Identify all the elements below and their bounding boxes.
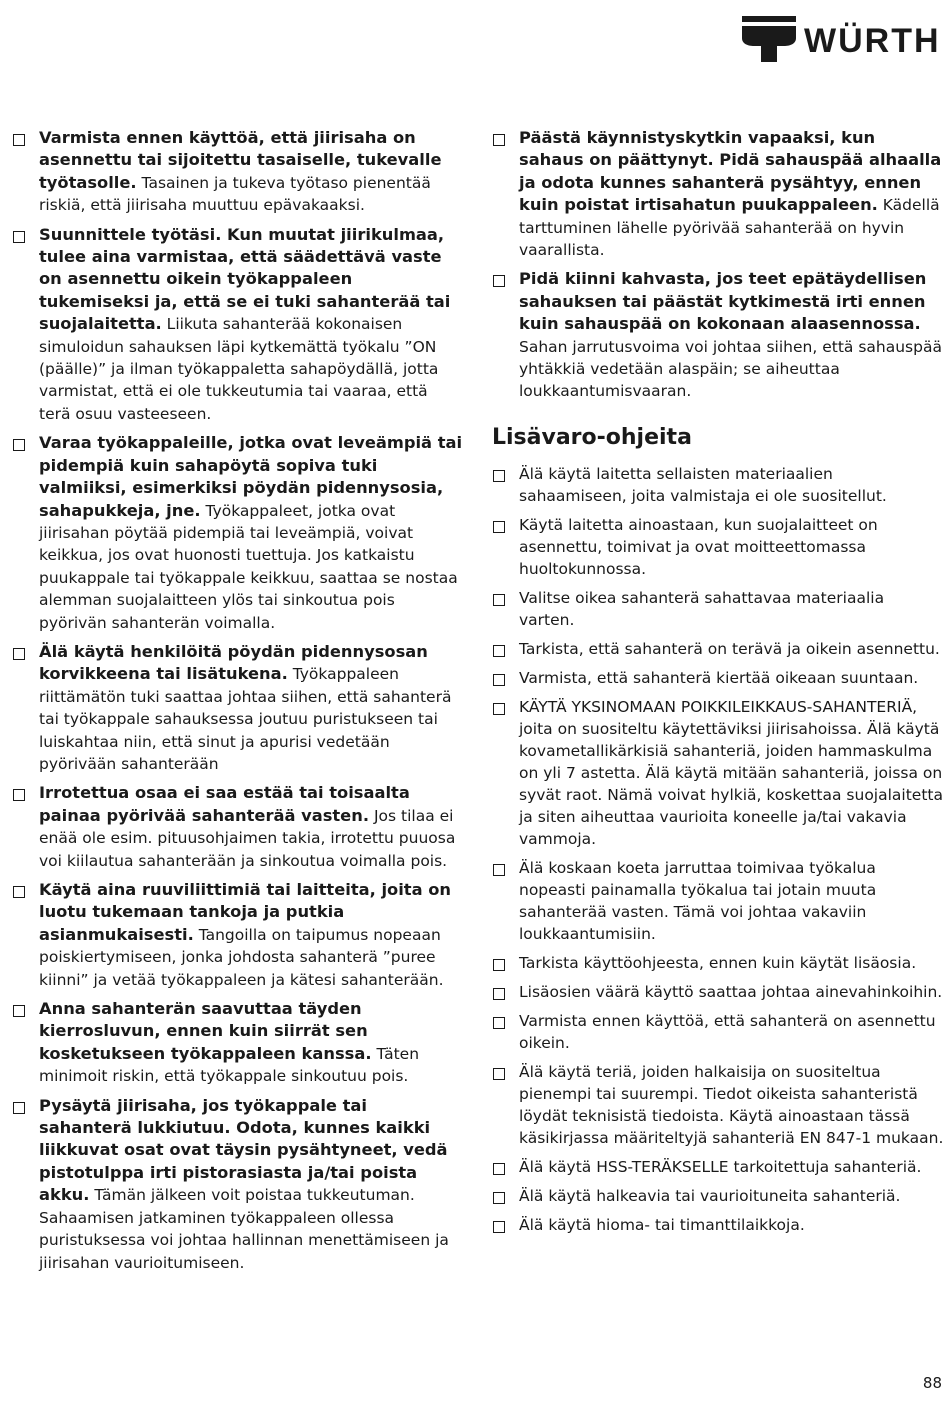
checkbox-icon: [13, 231, 25, 243]
list-item: Varmista, että sahanterä kiertää oikeaan suuntaan.: [492, 667, 944, 689]
wurth-logo-mark: [740, 14, 946, 64]
safety-item: Varmista ennen käyttöä, että jiirisaha on asennettu tai sijoitettu tasaiselle, tukevalle työtasolle. Tasainen ja tukeva työtaso pienentää riskiä, että jiirisaha muuttuu epävakaaksi.: [12, 127, 464, 217]
checkbox-icon: [493, 1192, 505, 1204]
safety-item: Irrotettua osaa ei saa estää tai toisaalta painaa pyörivää sahanterää vasten. Jos tilaa ei enää ole esim. pituusohjaimen takia, irrotettu puuosa voi kiilautua sahanterään ja sinkoutua voimalla pois.: [12, 782, 464, 872]
safety-item: Käytä aina ruuviliittimiä tai laitteita, joita on luotu tukemaan tankoja ja putkia asianmukaisesti. Tangoilla on taipumus nopeaan poiskiertymiseen, jonka johdosta sahanterä ”puree kiinni” ja vetää työkappaleen ja kätesi sahanterään.: [12, 879, 464, 991]
checkbox-icon: [493, 521, 505, 533]
accessory-list: [492, 463, 944, 1236]
safety-item: Suunnittele työtäsi. Kun muutat jiirikulmaa, tulee aina varmistaa, että säädettävä vaste on asennettu oikein työkappaleen tukemiseksi ja, että se ei tuki sahanterää tai suojalaitetta. Liikuta sahanterää kokonaisen simuloidun sahauksen läpi kytkemättä työkalu ”ON (päälle)” ja ilman työkappaletta sahapöydällä, jotta varmistat, että ei ole tukkeutumia tai vaaraa, että terä osuu vasteeseen.: [12, 224, 464, 426]
checkbox-icon: [493, 134, 505, 146]
list-item: Tarkista käyttöohjeesta, ennen kuin käytät lisäosia.: [492, 952, 944, 974]
left-column: [12, 127, 464, 1281]
list-item: Älä koskaan koeta jarruttaa toimivaa työkalua nopeasti painamalla työkalua tai jotain muuta sahanterää vasten. Tämä voi johtaa vakaviin loukkaantumisiin.: [492, 857, 944, 945]
section-heading: Lisävaro-ohjeita: [492, 424, 692, 450]
list-item: Älä käytä halkeavia tai vaurioituneita sahanteriä.: [492, 1185, 944, 1207]
checkbox-icon: [13, 1005, 25, 1017]
list-item: Varmista ennen käyttöä, että sahanterä on asennettu oikein.: [492, 1010, 944, 1054]
wurth-logo: [740, 14, 946, 64]
checkbox-icon: [493, 1221, 505, 1233]
checkbox-icon: [493, 959, 505, 971]
page-number: 88: [922, 1374, 942, 1392]
checkbox-icon: [13, 648, 25, 660]
checkbox-icon: [493, 470, 505, 482]
safety-item: Älä käytä henkilöitä pöydän pidennysosan korvikkeena tai lisätukena. Työkappaleen riittämätön tuki saattaa johtaa siihen, että sahanterä tai työkappale sahauksessa joutuu puristukseen tai luiskahtaa niin, että sinut ja apurisi vedetään pyörivään sahanterään: [12, 641, 464, 775]
checkbox-icon: [493, 1017, 505, 1029]
checkbox-icon: [13, 886, 25, 898]
safety-item: Päästä käynnistyskytkin vapaaksi, kun sahaus on päättynyt. Pidä sahauspää alhaalla ja odota kunnes sahanterä pysähtyy, ennen kuin poistat irtisahatun puukappaleen. Kädellä tarttuminen lähelle pyörivää sahanterää on hyvin vaarallista.: [492, 127, 944, 261]
list-item: Lisäosien väärä käyttö saattaa johtaa ainevahinkoihin.: [492, 981, 944, 1003]
list-item: Tarkista, että sahanterä on terävä ja oikein asennettu.: [492, 638, 944, 660]
list-item: Valitse oikea sahanterä sahattavaa materiaalia varten.: [492, 587, 944, 631]
checkbox-icon: [13, 439, 25, 451]
list-item: Älä käytä HSS-TERÄKSELLE tarkoitettuja sahanteriä.: [492, 1156, 944, 1178]
list-item: Älä käytä hioma- tai timanttilaikkoja.: [492, 1214, 944, 1236]
checkbox-icon: [493, 703, 505, 715]
list-item: Älä käytä laitetta sellaisten materiaalien sahaamiseen, joita valmistaja ei ole suositellut.: [492, 463, 944, 507]
checkbox-icon: [13, 1102, 25, 1114]
checkbox-icon: [493, 1163, 505, 1175]
checkbox-icon: [493, 594, 505, 606]
safety-item: Pidä kiinni kahvasta, jos teet epätäydellisen sahauksen tai päästät kytkimestä irti ennen kuin sahauspää on kokonaan alaasennossa. Sahan jarrutusvoima voi johtaa siihen, että sahauspää yhtäkkiä vedetään alaspäin; se aiheuttaa loukkaantumisvaaran.: [492, 268, 944, 402]
checkbox-icon: [493, 988, 505, 1000]
checkbox-icon: [493, 275, 505, 287]
safety-item: Pysäytä jiirisaha, jos työkappale tai sahanterä lukkiutuu. Odota, kunnes kaikki liikkuvat osat ovat täysin pysähtyneet, vedä pistotulppa irti pistorasiasta ja/tai poista akku. Tämän jälkeen voit poistaa tukkeutuman. Sahaamisen jatkaminen työkappaleen ollessa puristuksessa voi johtaa hallinnan menettämiseen ja jiirisahan vaurioitumiseen.: [12, 1095, 464, 1274]
checkbox-icon: [493, 645, 505, 657]
wurth-logo-text: WÜRTH: [804, 22, 941, 60]
safety-item: Anna sahanterän saavuttaa täyden kierrosluvun, ennen kuin siirrät sen kosketukseen työkappaleen kanssa. Täten minimoit riskin, että työkappale sinkoutuu pois.: [12, 998, 464, 1088]
checkbox-icon: [493, 1068, 505, 1080]
right-column: [492, 127, 944, 1243]
checkbox-icon: [13, 134, 25, 146]
list-item: Älä käytä teriä, joiden halkaisija on suositeltua pienempi tai suurempi. Tiedot oikeista sahanteristä löydät teknisistä tiedoista. Käytä ainoastaan tässä käsikirjassa määriteltyjä sahanteriä EN 847-1 mukaan.: [492, 1061, 944, 1149]
checkbox-icon: [493, 674, 505, 686]
list-item: KÄYTÄ YKSINOMAAN POIKKILEIKKAUS-SAHANTERIÄ, joita on suositeltu käytettäviksi jiirisahoissa. Älä käytä kovametallikärkisiä sahanteriä, joiden hammaskulma on yli 7 astetta. Älä käytä mitään sahanteriä, joissa on syvät raot. Nämä voivat hylkiä, koskettaa suojalaitetta ja siten aiheuttaa vaurioita koneelle ja/tai vakavia vammoja.: [492, 696, 944, 850]
list-item: Käytä laitetta ainoastaan, kun suojalaitteet on asennettu, toimivat ja ovat moitteettomassa huoltokunnossa.: [492, 514, 944, 580]
checkbox-icon: [13, 789, 25, 801]
checkbox-icon: [493, 864, 505, 876]
safety-item: Varaa työkappaleille, jotka ovat leveämpiä tai pidempiä kuin sahapöytä sopiva tuki valmiiksi, esimerkiksi pöydän pidennysosia, sahapukkeja, jne. Työkappaleet, jotka ovat jiirisahan pöytää pidempiä tai leveämpiä, voivat keikkua, jos ovat huonosti tuettuja. Jos katkaistu puukappale tai työkappale keikkuu, saattaa se nostaa alemman suojalaitteen ylös tai sinkoutua pois pyörivän sahanterän voimalla.: [12, 432, 464, 634]
